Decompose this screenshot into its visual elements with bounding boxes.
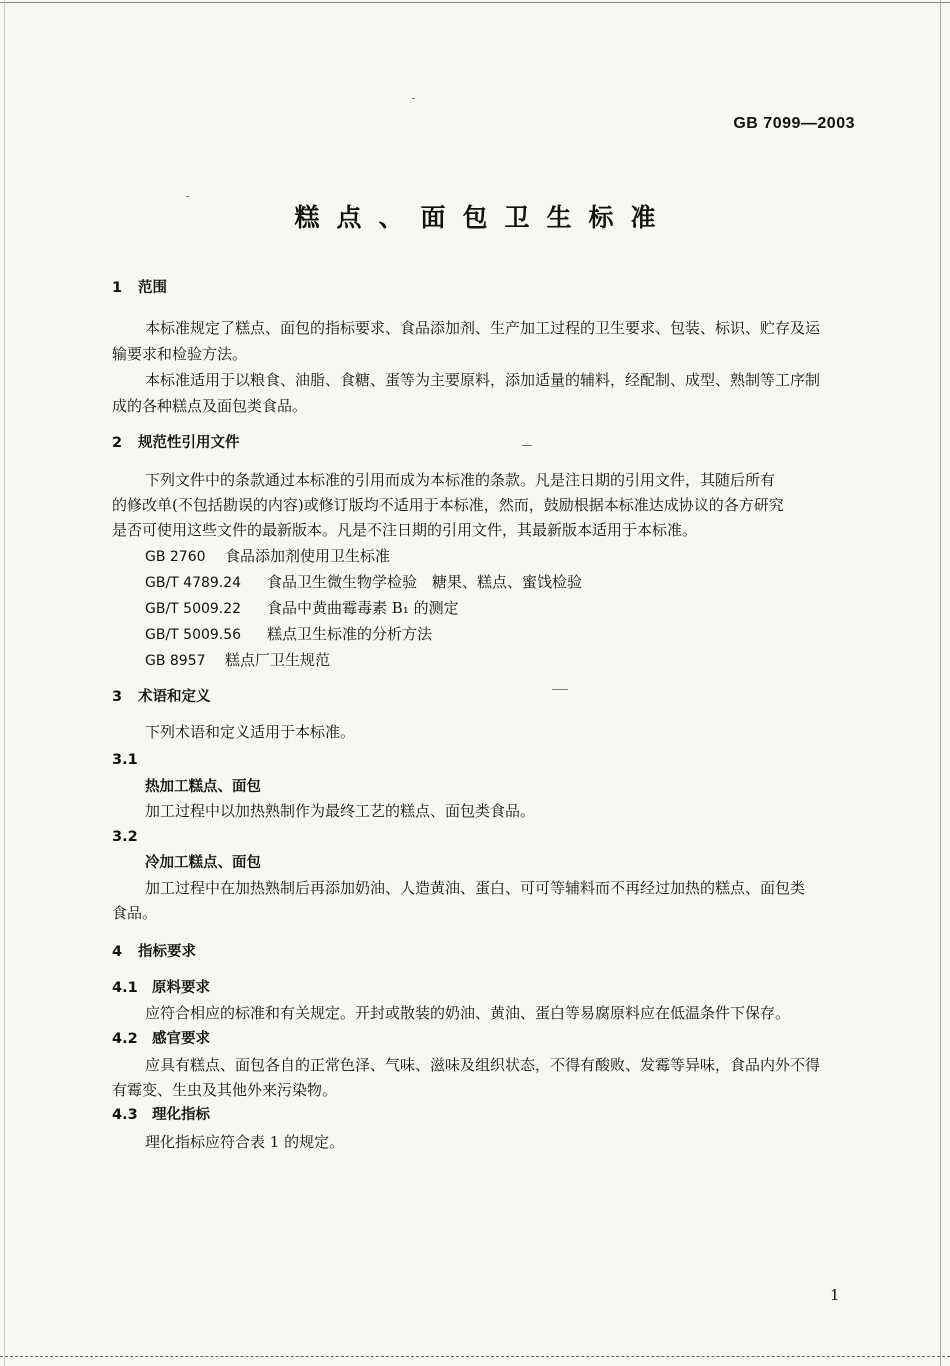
paragraph-line: 有霉变、生虫及其他外来污染物。 bbox=[112, 1081, 338, 1099]
paragraph-line: 本标准规定了糕点、面包的指标要求、食品添加剂、生产加工过程的卫生要求、包装、标识、贮存及运 bbox=[145, 319, 821, 337]
paragraph-line: 应符合相应的标准和有关规定。开封或散装的奶油、黄油、蛋白等易腐原料应在低温条件下保存。 bbox=[145, 1004, 791, 1022]
section-title: 指标要求 bbox=[138, 944, 196, 960]
page-title: 糕点、面包卫生标准 bbox=[294, 203, 673, 232]
section-1-heading bbox=[112, 278, 167, 298]
scan-speck bbox=[522, 445, 532, 446]
reference-code: GB/T 5009.22 bbox=[145, 601, 242, 617]
scan-edge-top bbox=[0, 2, 950, 3]
reference-item bbox=[145, 598, 459, 619]
reference-code: GB/T 5009.56 bbox=[145, 627, 242, 643]
section-number: 4 bbox=[112, 944, 123, 960]
subsection-title: 原料要求 bbox=[152, 980, 210, 996]
section-2-heading bbox=[112, 433, 240, 453]
paragraph-line: 理化指标应符合表 1 的规定。 bbox=[145, 1133, 345, 1151]
subsection-number: 4.3 bbox=[112, 1107, 138, 1123]
standard-code: GB 7099—2003 bbox=[733, 115, 855, 132]
paragraph-line: 成的各种糕点及面包类食品。 bbox=[112, 397, 308, 415]
paragraph-line: 本标准适用于以粮食、油脂、食糖、蛋等为主要原料，添加适量的辅料，经配制、成型、熟制等工序制 bbox=[145, 371, 821, 389]
reference-title: 食品中黄曲霉毒素 B₁ 的测定 bbox=[267, 599, 459, 617]
term-definition: 加工过程中在加热熟制后再添加奶油、人造黄油、蛋白、可可等辅料而不再经过加热的糕点、面包类 bbox=[145, 879, 806, 897]
section-title: 术语和定义 bbox=[138, 689, 211, 705]
paragraph-line: 输要求和检验方法。 bbox=[112, 345, 248, 363]
section-4-heading bbox=[112, 942, 196, 962]
scan-speck bbox=[412, 98, 415, 99]
subsection-number: 4.1 bbox=[112, 980, 138, 996]
paragraph-line: 下列文件中的条款通过本标准的引用而成为本标准的条款。凡是注日期的引用文件，其随后所有 bbox=[145, 471, 776, 489]
reference-item bbox=[145, 624, 432, 645]
section-title: 范围 bbox=[138, 280, 167, 296]
term-definition: 加工过程中以加热熟制作为最终工艺的糕点、面包类食品。 bbox=[145, 802, 536, 820]
paragraph-line: 是否可使用这些文件的最新版本。凡是不注日期的引用文件，其最新版本适用于本标准。 bbox=[112, 521, 698, 539]
reference-code: GB 8957 bbox=[145, 653, 206, 669]
paragraph-line: 应具有糕点、面包各自的正常色泽、气味、滋味及组织状态，不得有酸败、发霉等异味，食品内外不得 bbox=[145, 1056, 821, 1074]
term-name: 冷加工糕点、面包 bbox=[145, 855, 261, 871]
paragraph-line: 的修改单(不包括勘误的内容)或修订版均不适用于本标准，然而，鼓励根据本标准达成协议的各方研究 bbox=[112, 496, 784, 514]
subsection-title: 感官要求 bbox=[152, 1031, 210, 1047]
subsection-heading bbox=[112, 978, 210, 998]
subsection-heading bbox=[112, 1029, 210, 1049]
reference-title: 糕点卫生标准的分析方法 bbox=[267, 625, 433, 643]
subsection-heading bbox=[112, 1105, 210, 1125]
section-number: 1 bbox=[112, 280, 123, 296]
section-3-heading bbox=[112, 687, 211, 707]
term-definition: 食品。 bbox=[112, 904, 158, 922]
paragraph-line: 下列术语和定义适用于本标准。 bbox=[145, 723, 356, 741]
reference-item bbox=[145, 546, 390, 567]
scan-edge-bottom bbox=[0, 1356, 950, 1357]
reference-code: GB/T 4789.24 bbox=[145, 575, 242, 591]
term-number: 3.2 bbox=[112, 829, 138, 845]
term-name: 热加工糕点、面包 bbox=[145, 779, 261, 795]
subsection-title: 理化指标 bbox=[152, 1107, 210, 1123]
scan-speck bbox=[186, 196, 189, 197]
term-number: 3.1 bbox=[112, 752, 138, 768]
subsection-number: 4.2 bbox=[112, 1031, 138, 1047]
reference-code: GB 2760 bbox=[145, 549, 206, 565]
reference-title: 食品添加剂使用卫生标准 bbox=[225, 547, 391, 565]
section-number: 3 bbox=[112, 689, 123, 705]
section-number: 2 bbox=[112, 435, 123, 451]
section-title: 规范性引用文件 bbox=[138, 435, 240, 451]
reference-title: 糕点厂卫生规范 bbox=[225, 651, 331, 669]
scan-speck bbox=[552, 689, 568, 690]
reference-item bbox=[145, 572, 582, 593]
page-number: 1 bbox=[830, 1286, 840, 1304]
reference-item bbox=[145, 650, 330, 671]
reference-title: 食品卫生微生物学检验 糖果、糕点、蜜饯检验 bbox=[267, 573, 583, 591]
